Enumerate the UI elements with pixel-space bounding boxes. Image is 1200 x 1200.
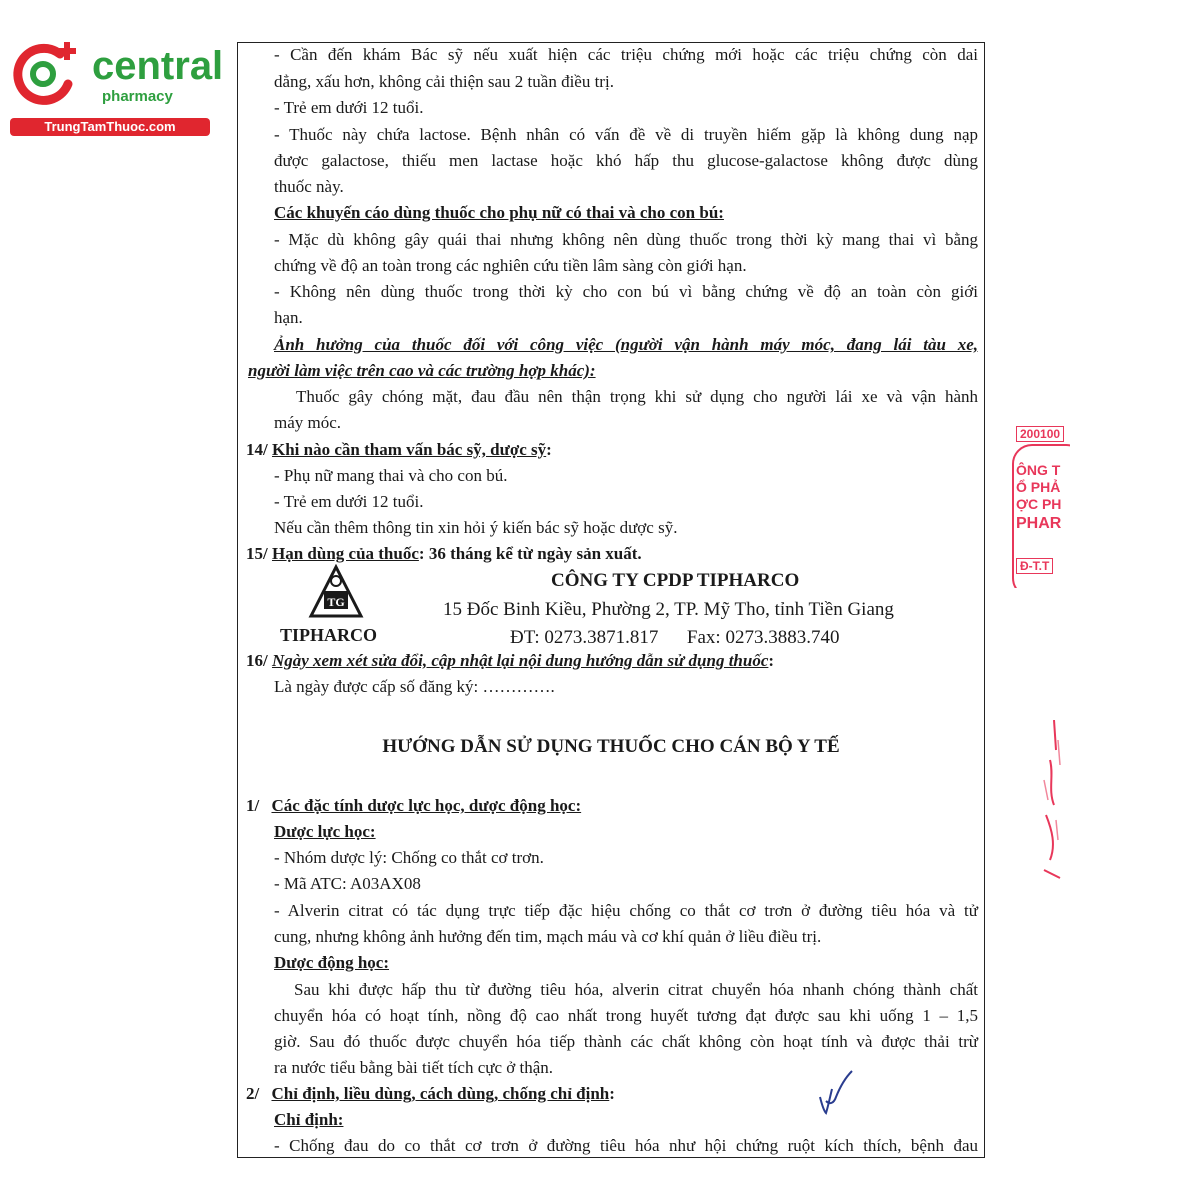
section-16	[246, 648, 774, 674]
brand-site: TrungTamThuoc.com	[10, 118, 210, 136]
section-number: 15/	[246, 544, 268, 563]
section-colon: :	[546, 440, 552, 459]
stamp-text: Đ-T.T	[1016, 558, 1053, 574]
svg-text:TG: TG	[327, 595, 345, 609]
doc-line: chứng về độ an toàn trong các nghiên cứu tiền lâm sàng còn giới hạn.	[274, 256, 747, 275]
stamp-text: PHAR	[1016, 515, 1062, 532]
section-14	[246, 437, 552, 463]
doc-line: Sau khi được hấp thu từ đường tiêu hóa, alverin citrat chuyển hóa nhanh chóng thành chất	[294, 980, 978, 999]
brand-name: central	[92, 44, 224, 88]
brand-sub: pharmacy	[102, 88, 173, 105]
subheading: Dược lực học:	[274, 822, 376, 841]
stamp-text: Ổ PHẢ	[1016, 479, 1061, 495]
part-1	[246, 793, 581, 819]
part-title: Các đặc tính dược lực học, dược động học:	[271, 796, 582, 815]
section-number: 14/	[246, 440, 268, 459]
company-name: CÔNG TY CPDP TIPHARCO	[551, 570, 800, 591]
section-15	[246, 541, 642, 567]
doc-line: - Alverin citrat có tác dụng trực tiếp đặc hiệu chống co thắt cơ trơn ở đường tiêu hóa và tử	[274, 901, 978, 920]
doc-line: - Chống đau do co thắt cơ trơn ở đường tiêu hóa như hội chứng ruột kích thích, bệnh đau	[274, 1136, 978, 1155]
doc-line: thuốc này.	[274, 177, 344, 196]
doc-line: Nếu cần thêm thông tin xin hỏi ý kiến bác sỹ hoặc dược sỹ.	[274, 518, 678, 537]
subheading: Chỉ định:	[274, 1110, 344, 1129]
section-heading: Các khuyến cáo dùng thuốc cho phụ nữ có thai và cho con bú:	[274, 203, 724, 222]
doc-line: - Mặc dù không gây quái thai nhưng không nên dùng thuốc trong thời kỳ mang thai vì bằng	[274, 230, 978, 249]
central-pharmacy-logo	[10, 36, 224, 136]
main-title: HƯỚNG DẪN SỬ DỤNG THUỐC CHO CÁN BỘ Y TẾ	[382, 736, 840, 757]
document-page	[237, 42, 985, 1158]
part-number: 1/	[246, 796, 260, 815]
part-title: Chỉ định, liều dùng, cách dùng, chống chỉ định	[271, 1084, 610, 1103]
stamp-text: 200100	[1016, 426, 1064, 442]
doc-line: chuyển hóa có hoạt tính, nồng độ cao nhất trong huyết tương đạt được sau khi uống 1 – 1,5	[274, 1006, 978, 1025]
doc-line: - Nhóm dược lý: Chống co thắt cơ trơn.	[274, 848, 544, 867]
doc-line: máy móc.	[274, 413, 342, 432]
company-logo-text: TIPHARCO	[280, 625, 378, 645]
stamp-text: ÔNG T	[1016, 462, 1061, 478]
doc-line: Thuốc gây chóng mặt, đau đầu nên thận trọng khi sử dụng cho người lái xe và vận hành	[296, 387, 978, 406]
doc-line: được galactose, thiếu men lactase hoặc khó hấp thu glucose-galactose không được dùng	[274, 151, 978, 170]
doc-line: - Trẻ em dưới 12 tuổi.	[274, 492, 424, 511]
doc-line: giờ. Sau đó thuốc được chuyển hóa tiếp thành các chất không còn hoạt tính và được thải trừ	[274, 1032, 978, 1051]
section-title: Ngày xem xét sửa đổi, cập nhật lại nội dung hướng dẫn sử dụng thuốc	[271, 651, 769, 670]
section-title: Khi nào cần tham vấn bác sỹ, dược sỹ	[271, 440, 547, 459]
doc-line: hạn.	[274, 308, 303, 327]
doc-line: - Không nên dùng thuốc trong thời kỳ cho con bú vì bằng chứng về độ an toàn còn giới	[274, 282, 978, 301]
subheading: Dược động học:	[274, 953, 390, 972]
doc-line: - Mã ATC: A03AX08	[274, 874, 421, 893]
section-heading: Ảnh hưởng của thuốc đối với công việc (người vận hành máy móc, đang lái tàu xe,	[274, 335, 978, 354]
section-heading: người làm việc trên cao và các trường hợp khác):	[248, 361, 596, 380]
section-text: : 36 tháng kể từ ngày sản xuất.	[418, 544, 642, 563]
company-address: 15 Đốc Binh Kiều, Phường 2, TP. Mỹ Tho, tỉnh Tiền Giang	[443, 599, 894, 620]
part-2	[246, 1081, 615, 1107]
part-colon: :	[609, 1084, 615, 1103]
doc-line: dẳng, xấu hơn, không cải thiện sau 2 tuần điều trị.	[274, 72, 614, 91]
doc-line: - Trẻ em dưới 12 tuổi.	[274, 98, 424, 117]
section-title: Hạn dùng của thuốc	[271, 544, 419, 563]
section-colon: :	[768, 651, 775, 670]
doc-line: cung, nhưng không ảnh hưởng đến tim, mạch máu và cơ khí quản ở liều điều trị.	[274, 927, 822, 946]
red-stamp	[1010, 418, 1070, 588]
doc-line: ra nước tiểu bằng bài tiết tích cực ở thận.	[274, 1058, 554, 1077]
seal-streak	[1040, 720, 1064, 880]
part-number: 2/	[246, 1084, 260, 1103]
pharmacy-logo-icon	[10, 38, 80, 108]
doc-line: - Thuốc này chứa lactose. Bệnh nhân có vấn đề về di truyền hiếm gặp là không dung nạp	[274, 125, 978, 144]
doc-line: Là ngày được cấp số đăng ký: ………….	[274, 677, 555, 696]
section-number: 16/	[246, 651, 268, 670]
doc-line: - Phụ nữ mang thai và cho con bú.	[274, 466, 508, 485]
stamp-text: ỢC PH	[1016, 496, 1062, 512]
signature-mark	[816, 1067, 858, 1117]
doc-line: - Cần đến khám Bác sỹ nếu xuất hiện các triệu chứng mới hoặc các triệu chứng còn dai	[274, 45, 978, 64]
company-phone: ĐT: 0273.3871.817 Fax: 0273.3883.740	[510, 627, 840, 648]
tipharco-logo-icon	[308, 564, 364, 620]
